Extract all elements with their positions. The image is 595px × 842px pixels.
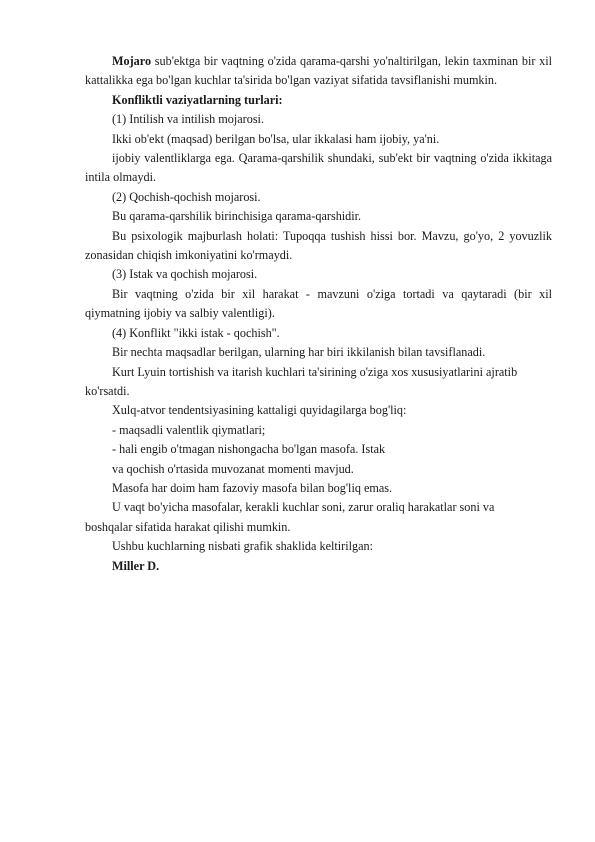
term-mojaro: Mojaro bbox=[112, 54, 152, 68]
paragraph-graph-intro: Ushbu kuchlarning nisbati grafik shaklida keltirilgan: bbox=[112, 539, 373, 554]
paragraph-distance-not-spatial: Masofa har doim ham fazoviy masofa bilan bog'liq emas. bbox=[112, 480, 393, 495]
paragraph-mojaro-definition bbox=[85, 52, 552, 91]
conflict-type-3-title: (3) Istak va qochish mojarosi. bbox=[112, 267, 258, 282]
conflict-type-2-title: (2) Qochish-qochish mojarosi. bbox=[112, 189, 261, 204]
document-page bbox=[85, 52, 552, 576]
conflict-type-1-title: (1) Intilish va intilish mojarosi. bbox=[112, 112, 264, 127]
paragraph-equilibrium: va qochish o'rtasida muvozanat momenti mavjud. bbox=[112, 461, 354, 476]
author-heading-miller: Miller D. bbox=[112, 558, 160, 573]
list-item-distance: - hali engib o'tmagan nishongacha bo'lgan masofa. Istak bbox=[112, 442, 386, 457]
paragraph-kurt-lewin: Kurt Lyuin tortishish va itarish kuchlari ta'sirining o'ziga xos xususiyatlarini ajratib ko'rsatdi. bbox=[85, 364, 518, 398]
paragraph-multiple-goals: Bir nechta maqsadlar berilgan, ularning har biri ikkilanish bilan tavsiflanadi. bbox=[112, 345, 486, 360]
paragraph-psychological-compulsion: Bu psixologik majburlash holati: Tupoqqa tushish hissi bor. Mavzu, go'yo, 2 yovuzlik zonasidan chiqish imkoniyatini ko'rmaydi. bbox=[85, 228, 552, 263]
paragraph-opposite-conflict: Bu qarama-qarshilik birinchisiga qarama-qarshidir. bbox=[112, 209, 362, 224]
paragraph-behavior-tendency: Xulq-atvor tendentsiyasining kattaligi quyidagilarga bog'liq: bbox=[112, 403, 407, 418]
paragraph-positive-valence: ijobiy valentliklarga ega. Qarama-qarshilik shundaki, sub'ekt bir vaqtning o'zida ikkitaga intila olmaydi. bbox=[85, 151, 552, 185]
paragraph-time-distances: U vaqt bo'yicha masofalar, kerakli kuchlar soni, zarur oraliq harakatlar soni va boshqalar sifatida harakat qilishi mumkin. bbox=[85, 500, 495, 534]
conflict-type-4-title: (4) Konflikt "ikki istak - qochish". bbox=[112, 325, 280, 340]
paragraph-two-goals: Ikki ob'ekt (maqsad) berilgan bo'lsa, ular ikkalasi ham ijobiy, ya'ni. bbox=[112, 131, 440, 146]
section-heading-conflict-types: Konfliktli vaziyatlarning turlari: bbox=[112, 92, 283, 107]
definition-text: sub'ektga bir vaqtning o'zida qarama-qarshi yo'naltirilgan, lekin taxminan bir xil kattalikka ega bo'lgan kuchlar ta'sirida bo'lgan vaziyat sifatida tavsiflanishi mumkin. bbox=[85, 54, 552, 88]
paragraph-attract-repel: Bir vaqtning o'zida bir xil harakat - mavzuni o'ziga tortadi va qaytaradi (bir xil qiymatning ijobiy va salbiy valentligi). bbox=[85, 286, 552, 321]
list-item-valence-values: - maqsadli valentlik qiymatlari; bbox=[112, 422, 266, 437]
